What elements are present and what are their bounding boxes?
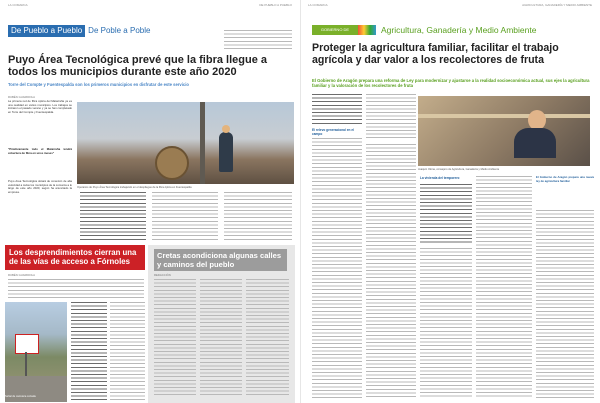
cretas-box (148, 245, 295, 403)
agri-col-2a (366, 94, 416, 140)
story-fornoles-byline: RUBÉN GUARDIOLA (8, 273, 36, 277)
main-headline: Puyo Área Tecnológica prevé que la fibra llegue a todos los municipios durante este año 2020 (8, 54, 267, 78)
main-byline: RUBÉN GUARDIOLA (8, 95, 36, 99)
agri-section-banner (312, 25, 560, 42)
right-header-right: AGRICULTURA, GANADERÍA Y MEDIO AMBIENTE (522, 3, 592, 7)
person-head (528, 110, 546, 130)
person-suit (514, 128, 556, 158)
column-text-2 (80, 192, 146, 242)
kicker-vivienda: La vivienda del temporero (420, 176, 460, 180)
column-text-4 (224, 192, 292, 242)
pull-quote: "Prácticamente todo el Matarraña tendrá cobertura de fibra en unos meses" (8, 148, 72, 155)
story-fornoles-lead (8, 279, 144, 299)
worker-figure (219, 132, 233, 172)
road-sign (15, 334, 39, 354)
story-fornoles-col-2 (110, 302, 145, 400)
agri-col-2b (366, 144, 416, 398)
agri-headline: Proteger la agricultura familiar, facilitar el trabajo agrícola y dar valor a los recolectores de fruta (312, 42, 559, 66)
cretas-col-3 (246, 279, 289, 397)
section-tab (8, 25, 153, 37)
cretas-col-1 (154, 279, 196, 397)
olona-caption: Joaquín Olona, consejero de Agricultura, Ganadería y Medio Ambiente (418, 168, 500, 171)
color-strip (358, 25, 376, 35)
lead-paragraph-2: Puyo Área Tecnológica dotará de conexión de alta velocidad a todos los municipios de la comarca a lo largo de este año 2020, según ha anunciado la empresa. (8, 180, 72, 194)
bookshelf (418, 114, 590, 118)
road-closed-photo (5, 302, 67, 402)
story-fornoles-col-1 (71, 302, 107, 400)
fiber-workers-photo (77, 102, 294, 184)
agri-col-1b (312, 138, 362, 398)
agri-col-4 (476, 176, 532, 398)
cretas-byline: REDACCIÓN (154, 273, 171, 277)
cretas-col-2 (200, 279, 242, 397)
story-fornoles-header (5, 245, 145, 270)
left-header-right: DE PUEBLO A PUEBLO (259, 3, 292, 7)
road-surface (5, 376, 67, 402)
section-tab-primary: De Pueblo a Pueblo (8, 25, 85, 37)
agri-section-title: Agricultura, Ganadería y Medio Ambiente (381, 25, 537, 35)
cretas-headline: Cretas acondiciona algunas calles y caminos del pueblo (154, 249, 287, 271)
olona-photo (418, 96, 590, 166)
kicker-relevo: El relevo generacional en el campo (312, 128, 354, 136)
column-text-3 (152, 192, 218, 242)
agri-subhead: El Gobierno de Aragón prepara una reforma de Ley para modernizar y ajustarse a la realidad socioeconómica actual, sus ejes la agricultura familiar y la valoración de los recolectores de fruta (312, 78, 590, 88)
agri-col-5 (536, 210, 594, 398)
agri-col-1a (312, 94, 362, 124)
agri-highlight: El Gobierno de Aragón prepara una nueva ley de agricultura familiar (536, 176, 594, 183)
right-header (308, 3, 592, 9)
left-header (8, 3, 292, 9)
main-subhead: Torre del Compte y Fuentespalda son los primeros municipios en disfrutar de este servicio (8, 82, 189, 87)
sign-post (25, 352, 27, 376)
utility-pole (200, 102, 205, 184)
aragon-badge: GOBIERNO DE ARAGÓN (312, 25, 358, 35)
column-text-top (224, 30, 292, 50)
photo-caption: Operarios de Puyo Área Tecnológica trabajando en el despliegue de la fibra óptica en Fuentespalda (77, 186, 192, 189)
story-fornoles-headline: Los desprendimientos cierran una de las vías de acceso a Fórnoles (9, 248, 137, 266)
lead-paragraph-1: La primera red de fibra óptica del Matarraña ya es una realidad en varios municipios. Los trabajos se iniciaron el pasado verano y ya se han completado en Torre del Compte y Fuentespalda. (8, 100, 72, 114)
section-tab-secondary: De Poble a Poble (88, 26, 151, 35)
road-photo-caption: Señal de carretera cortada (5, 395, 36, 398)
agri-col-3b (420, 248, 472, 398)
cable-spool (155, 146, 189, 180)
right-header-left: LA COMARCA (308, 3, 328, 7)
agri-col-3a (420, 184, 472, 244)
left-header-left: LA COMARCA (8, 3, 28, 7)
